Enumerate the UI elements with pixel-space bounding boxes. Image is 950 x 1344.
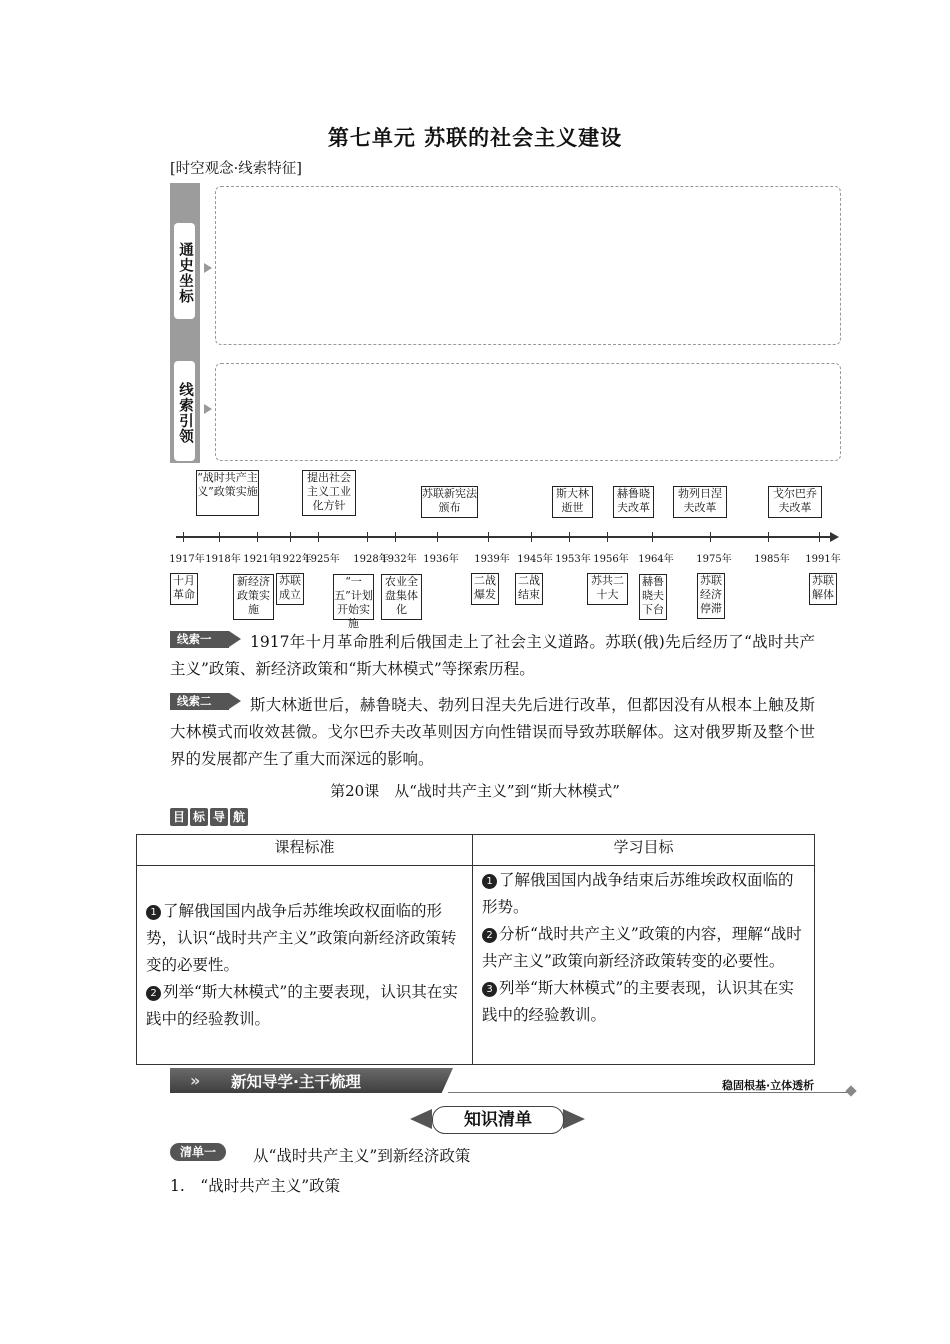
timeline-event: “战时共产主义”政策实施 xyxy=(196,470,259,516)
standards-item: 了解俄国国内战争后苏维埃政权面临的形势，认识“战时共产主义”政策向新经济政策转变的必要性。 xyxy=(146,901,457,974)
timeline-tick xyxy=(710,532,711,542)
number-icon: 1 xyxy=(482,874,497,889)
number-icon: 3 xyxy=(482,982,497,997)
timeline-year: 1922年 xyxy=(276,554,312,565)
number-icon: 2 xyxy=(482,928,497,943)
timeline-year: 1953年 xyxy=(555,554,591,565)
timeline-tick xyxy=(367,532,368,542)
timeline-year: 1939年 xyxy=(474,554,510,565)
list-badge: 清单一 xyxy=(170,1143,226,1161)
timeline-tick xyxy=(395,532,396,542)
timeline-arrow-icon xyxy=(830,532,839,542)
table-header-goals: 学习目标 xyxy=(473,835,815,866)
timeline-tick xyxy=(819,532,820,542)
timeline-year: 1928年 xyxy=(353,554,389,565)
banner-title: 新知导学·主干梳理 xyxy=(231,1073,361,1091)
standards-cell xyxy=(137,866,473,1065)
timeline-year: 1956年 xyxy=(593,554,629,565)
timeline-year: 1921年 xyxy=(243,554,279,565)
thread-badge-2: 线索二 xyxy=(170,693,229,710)
item-heading: 1. “战时共产主义”政策 xyxy=(170,1177,341,1195)
coordinates-box xyxy=(215,186,841,345)
timeline-tick xyxy=(652,532,653,542)
timeline-tick xyxy=(768,532,769,542)
threads-box xyxy=(215,363,841,461)
timeline-tick xyxy=(318,532,319,542)
timeline-event: 二战爆发 xyxy=(471,573,499,605)
goals-item: 了解俄国国内战争结束后苏维埃政权面临的形势。 xyxy=(482,871,794,916)
table-header-standards: 课程标准 xyxy=(137,835,473,866)
sidebar-label-coordinates: 通史坐标 xyxy=(174,223,195,319)
timeline-tick xyxy=(531,532,532,542)
number-icon: 2 xyxy=(146,986,161,1001)
page-title: 第七单元 苏联的社会主义建设 xyxy=(327,126,623,150)
arrow-icon xyxy=(204,263,212,273)
banner-right-text: 稳固根基·立体透析 xyxy=(722,1079,815,1092)
ribbon-left-icon xyxy=(410,1109,432,1129)
goal-nav-badge: 目 标 导 航 xyxy=(170,808,248,826)
timeline-event: 农业全盘集体化 xyxy=(381,574,422,620)
timeline-event: 十月革命 xyxy=(170,573,198,605)
timeline-tick xyxy=(437,532,438,542)
timeline-tick xyxy=(219,532,220,542)
timeline-year: 1964年 xyxy=(638,554,674,565)
standards-table xyxy=(136,834,815,1065)
double-chevron-icon: » xyxy=(190,1071,201,1090)
timeline-event: 斯大林逝世 xyxy=(552,486,593,518)
knowledge-box xyxy=(410,1106,585,1134)
knowledge-box-label: 知识清单 xyxy=(432,1106,564,1134)
section-subtitle: [时空观念·线索特征] xyxy=(170,161,302,177)
goals-item: 列举“斯大林模式”的主要表现，认识其在实践中的经验教训。 xyxy=(482,979,794,1024)
timeline-event: 苏联成立 xyxy=(276,573,304,605)
timeline-event: 二战结束 xyxy=(515,573,543,605)
timeline-event: 提出社会主义工业化方针 xyxy=(302,470,356,516)
timeline-year: 1975年 xyxy=(696,554,732,565)
timeline-tick xyxy=(607,532,608,542)
timeline-tick xyxy=(488,532,489,542)
timeline-year: 1918年 xyxy=(205,554,241,565)
timeline-event: 戈尔巴乔夫改革 xyxy=(768,486,822,518)
timeline-tick xyxy=(290,532,291,542)
diamond-icon xyxy=(845,1085,856,1096)
timeline-year: 1985年 xyxy=(754,554,790,565)
timeline-tick xyxy=(183,532,184,542)
timeline-event: 苏联解体 xyxy=(809,573,837,605)
timeline-tick xyxy=(257,532,258,542)
timeline-event: 苏共二十大 xyxy=(587,573,628,605)
thread-2-text: 斯大林逝世后，赫鲁晓夫、勃列日涅夫先后进行改革，但都因没有从根本上触及斯大林模式而收效甚微。戈尔巴乔夫改革则因方向性错误而导致苏联解体。这对俄罗斯及整个世界的发展都产生了重大而深远的影响。 xyxy=(170,696,815,768)
timeline-event: 苏联经济停滞 xyxy=(697,573,725,619)
timeline-year: 1945年 xyxy=(517,554,553,565)
goals-cell xyxy=(473,866,815,1065)
timeline-year: 1936年 xyxy=(423,554,459,565)
goals-item: 分析“战时共产主义”政策的内容，理解“战时共产主义”政策向新经济政策转变的必要性。 xyxy=(482,925,802,970)
thread-badge-1: 线索一 xyxy=(170,631,229,648)
timeline-year: 1932年 xyxy=(381,554,417,565)
lesson-title: 第20课 从“战时共产主义”到“斯大林模式” xyxy=(330,782,620,800)
sidebar xyxy=(170,183,200,463)
timeline-event: 赫鲁晓夫下台 xyxy=(639,574,667,620)
timeline-year: 1917年 xyxy=(169,554,205,565)
sidebar-label-threads: 线索引领 xyxy=(174,361,195,461)
timeline-event: “一五”计划开始实施 xyxy=(334,575,373,630)
timeline-axis xyxy=(176,536,831,538)
number-icon: 1 xyxy=(146,905,161,920)
timeline-event: 勃列日涅夫改革 xyxy=(673,486,727,518)
thread-1-text: 1917年十月革命胜利后俄国走上了社会主义道路。苏联(俄)先后经历了“战时共产主义”政策、新经济政策和“斯大林模式”等探索历程。 xyxy=(170,633,815,678)
timeline-tick xyxy=(569,532,570,542)
timeline-event: 赫鲁晓夫改革 xyxy=(613,486,654,518)
arrow-icon xyxy=(204,404,212,414)
list-title: 从“战时共产主义”到新经济政策 xyxy=(253,1147,471,1165)
timeline-year: 1991年 xyxy=(805,554,841,565)
timeline-event: 苏联新宪法颁布 xyxy=(421,486,478,518)
ribbon-right-icon xyxy=(563,1109,585,1129)
timeline-year: 1925年 xyxy=(304,554,340,565)
timeline-event: 新经济政策实施 xyxy=(233,574,274,620)
standards-item: 列举“斯大林模式”的主要表现，认识其在实践中的经验教训。 xyxy=(146,982,458,1028)
